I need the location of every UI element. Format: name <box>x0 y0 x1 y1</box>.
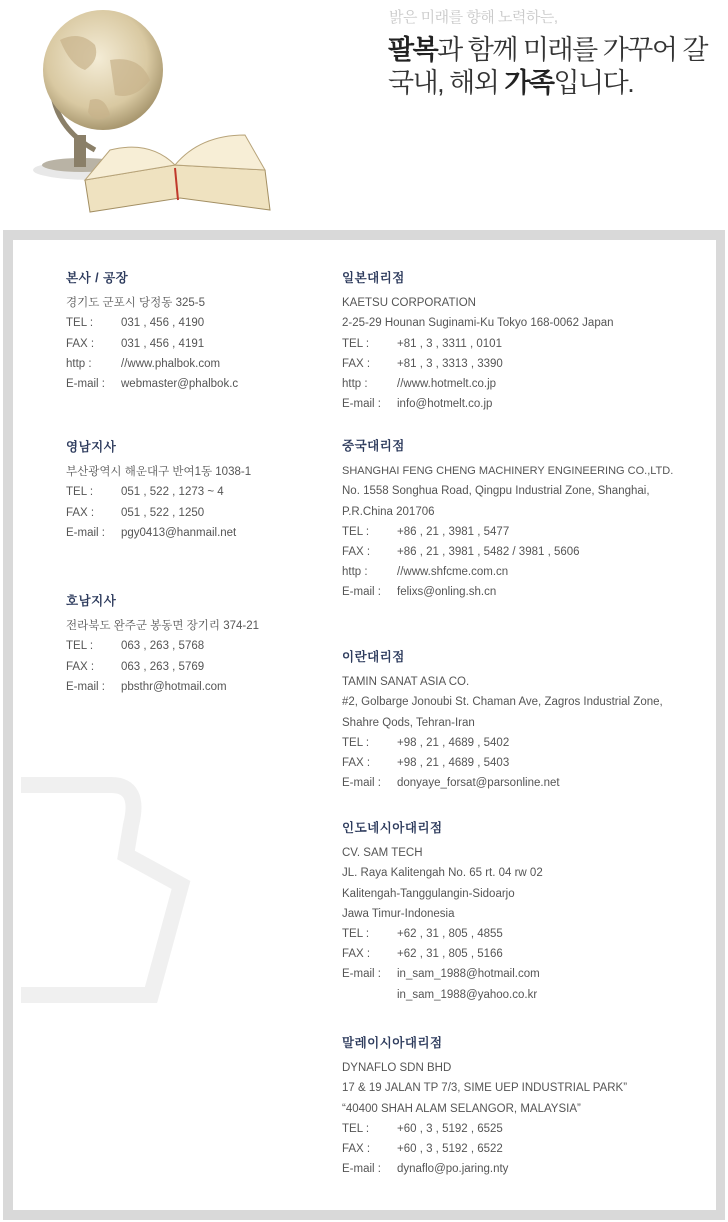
agency-iran <box>342 647 663 793</box>
fax-value: +81 , 3 , 3313 , 3390 <box>397 357 503 370</box>
fax-value: +98 , 21 , 4689 , 5403 <box>397 757 510 770</box>
address-line: #2, Golbarge Jonoubi St. Chaman Ave, Zagros Industrial Zone, <box>342 696 663 709</box>
tel-value: +60 , 3 , 5192 , 6525 <box>397 1122 503 1135</box>
branch-head-office <box>66 268 238 394</box>
headline-start-2: 국내, 해외 <box>388 68 505 98</box>
email-link[interactable]: donyaye_forsat@parsonline.net <box>397 777 560 790</box>
headline-bold-1: 팔복 <box>388 35 438 65</box>
agency-title: 말레이시아대리점 <box>342 1036 443 1050</box>
tel-value: 031 , 456 , 4190 <box>121 317 205 330</box>
fax-label: FAX : <box>66 506 95 519</box>
company-name: DYNAFLO SDN BHD <box>342 1062 452 1075</box>
email-link[interactable]: felixs@onling.sh.cn <box>397 586 497 599</box>
headline-rest-1: 과 함께 미래를 가꾸어 갈 <box>437 35 707 65</box>
address: 경기도 군포시 당정동 325-5 <box>66 297 205 310</box>
address-line: Shahre Qods, Tehran-Iran <box>342 716 475 729</box>
address: 2-25-29 Hounan Suginami-Ku Tokyo 168-0062 Japan <box>342 317 614 330</box>
website-link[interactable]: //www.shfcme.com.cn <box>397 566 509 579</box>
address: 부산광역시 해운대구 반여1동 1038-1 <box>66 466 252 479</box>
fax-label: FAX : <box>342 546 371 559</box>
address-line: Kalitengah-Tanggulangin-Sidoarjo <box>342 887 515 900</box>
email-link[interactable]: pgy0413@hanmail.net <box>121 526 237 539</box>
fax-value: 063 , 263 , 5769 <box>121 660 205 673</box>
tel-value: +86 , 21 , 3981 , 5477 <box>397 525 510 538</box>
page-headline <box>388 34 707 100</box>
globe-and-book-illustration <box>0 0 290 225</box>
email-label: E-mail : <box>342 398 381 411</box>
address-line: P.R.China 201706 <box>342 505 435 518</box>
website-link[interactable]: //www.hotmelt.co.jp <box>397 378 497 391</box>
page-header <box>0 0 728 230</box>
company-name: KAETSU CORPORATION <box>342 297 476 310</box>
logo-watermark <box>13 765 221 1025</box>
email-link[interactable]: info@hotmelt.co.jp <box>397 398 493 411</box>
email-label: E-mail : <box>66 378 105 391</box>
address-line: 17 & 19 JALAN TP 7/3, SIME UEP INDUSTRIAL PARK” <box>342 1082 628 1095</box>
company-name: TAMIN SANAT ASIA CO. <box>342 676 470 689</box>
headline-bold-2: 가족 <box>504 68 554 98</box>
tel-label: TEL : <box>342 1122 370 1135</box>
agency-japan <box>342 268 614 414</box>
tel-label: TEL : <box>66 486 94 499</box>
email-label: E-mail : <box>66 526 105 539</box>
email-link[interactable]: pbsthr@hotmail.com <box>121 680 227 693</box>
tel-value: +98 , 21 , 4689 , 5402 <box>397 736 510 749</box>
website-link[interactable]: //www.phalbok.com <box>121 357 221 370</box>
fax-label: FAX : <box>342 357 371 370</box>
tel-label: TEL : <box>342 525 370 538</box>
tel-value: +62 , 31 , 805 , 4855 <box>397 928 503 941</box>
agency-malaysia <box>342 1033 627 1179</box>
tel-value: +81 , 3 , 3311 , 0101 <box>397 337 502 350</box>
agency-title: 중국대리점 <box>342 439 405 453</box>
branch-yeongnam <box>66 437 251 543</box>
branch-title: 영남지사 <box>66 440 117 454</box>
fax-label: FAX : <box>342 948 371 961</box>
tel-label: TEL : <box>66 640 94 653</box>
tel-label: TEL : <box>342 928 370 941</box>
address-line: “40400 SHAH ALAM SELANGOR, MALAYSIA” <box>342 1102 581 1115</box>
fax-label: FAX : <box>342 1143 371 1156</box>
fax-value: 031 , 456 , 4191 <box>121 337 205 350</box>
agency-indonesia <box>342 818 543 1005</box>
headline-end-2: 입니다. <box>553 68 634 98</box>
address-line: Jawa Timur-Indonesia <box>342 907 455 920</box>
email-link-secondary[interactable]: in_sam_1988@yahoo.co.kr <box>397 988 538 1001</box>
fax-value: +60 , 3 , 5192 , 6522 <box>397 1143 503 1156</box>
email-label: E-mail : <box>342 1163 381 1176</box>
email-link[interactable]: in_sam_1988@hotmail.com <box>397 968 540 981</box>
http-label: http : <box>66 357 92 370</box>
email-label: E-mail : <box>342 586 381 599</box>
email-link[interactable]: webmaster@phalbok.c <box>121 378 239 391</box>
branch-honam <box>66 591 259 697</box>
http-label: http : <box>342 566 368 579</box>
address: 전라북도 완주군 봉동면 장기리 374-21 <box>66 620 260 633</box>
email-label: E-mail : <box>66 680 105 693</box>
branch-title: 본사 / 공장 <box>66 271 129 285</box>
agency-title: 일본대리점 <box>342 271 405 285</box>
fax-label: FAX : <box>66 660 95 673</box>
agency-title: 인도네시아대리점 <box>342 821 443 835</box>
fax-label: FAX : <box>342 757 371 770</box>
agency-china <box>342 436 673 603</box>
agency-title: 이란대리점 <box>342 650 405 664</box>
email-label: E-mail : <box>342 777 381 790</box>
email-label: E-mail : <box>342 968 381 981</box>
tagline: 밝은 미래를 향해 노력하는, <box>389 9 558 26</box>
email-link[interactable]: dynaflo@po.jaring.nty <box>397 1163 509 1176</box>
address-line: JL. Raya Kalitengah No. 65 rt. 04 rw 02 <box>342 867 543 880</box>
tel-value: 063 , 263 , 5768 <box>121 640 205 653</box>
fax-label: FAX : <box>66 337 95 350</box>
tel-label: TEL : <box>342 736 370 749</box>
branch-title: 호남지사 <box>66 594 117 608</box>
fax-value: +62 , 31 , 805 , 5166 <box>397 948 503 961</box>
tel-value: 051 , 522 , 1273 ~ 4 <box>121 486 224 499</box>
fax-value: +86 , 21 , 3981 , 5482 / 3981 , 5606 <box>397 546 580 559</box>
company-name: CV. SAM TECH <box>342 847 423 860</box>
fax-value: 051 , 522 , 1250 <box>121 506 205 519</box>
company-name: SHANGHAI FENG CHENG MACHINERY ENGINEERING CO.,LTD. <box>342 465 674 478</box>
http-label: http : <box>342 378 368 391</box>
tel-label: TEL : <box>66 317 94 330</box>
address-line: No. 1558 Songhua Road, Qingpu Industrial Zone, Shanghai, <box>342 485 650 498</box>
tel-label: TEL : <box>342 337 370 350</box>
